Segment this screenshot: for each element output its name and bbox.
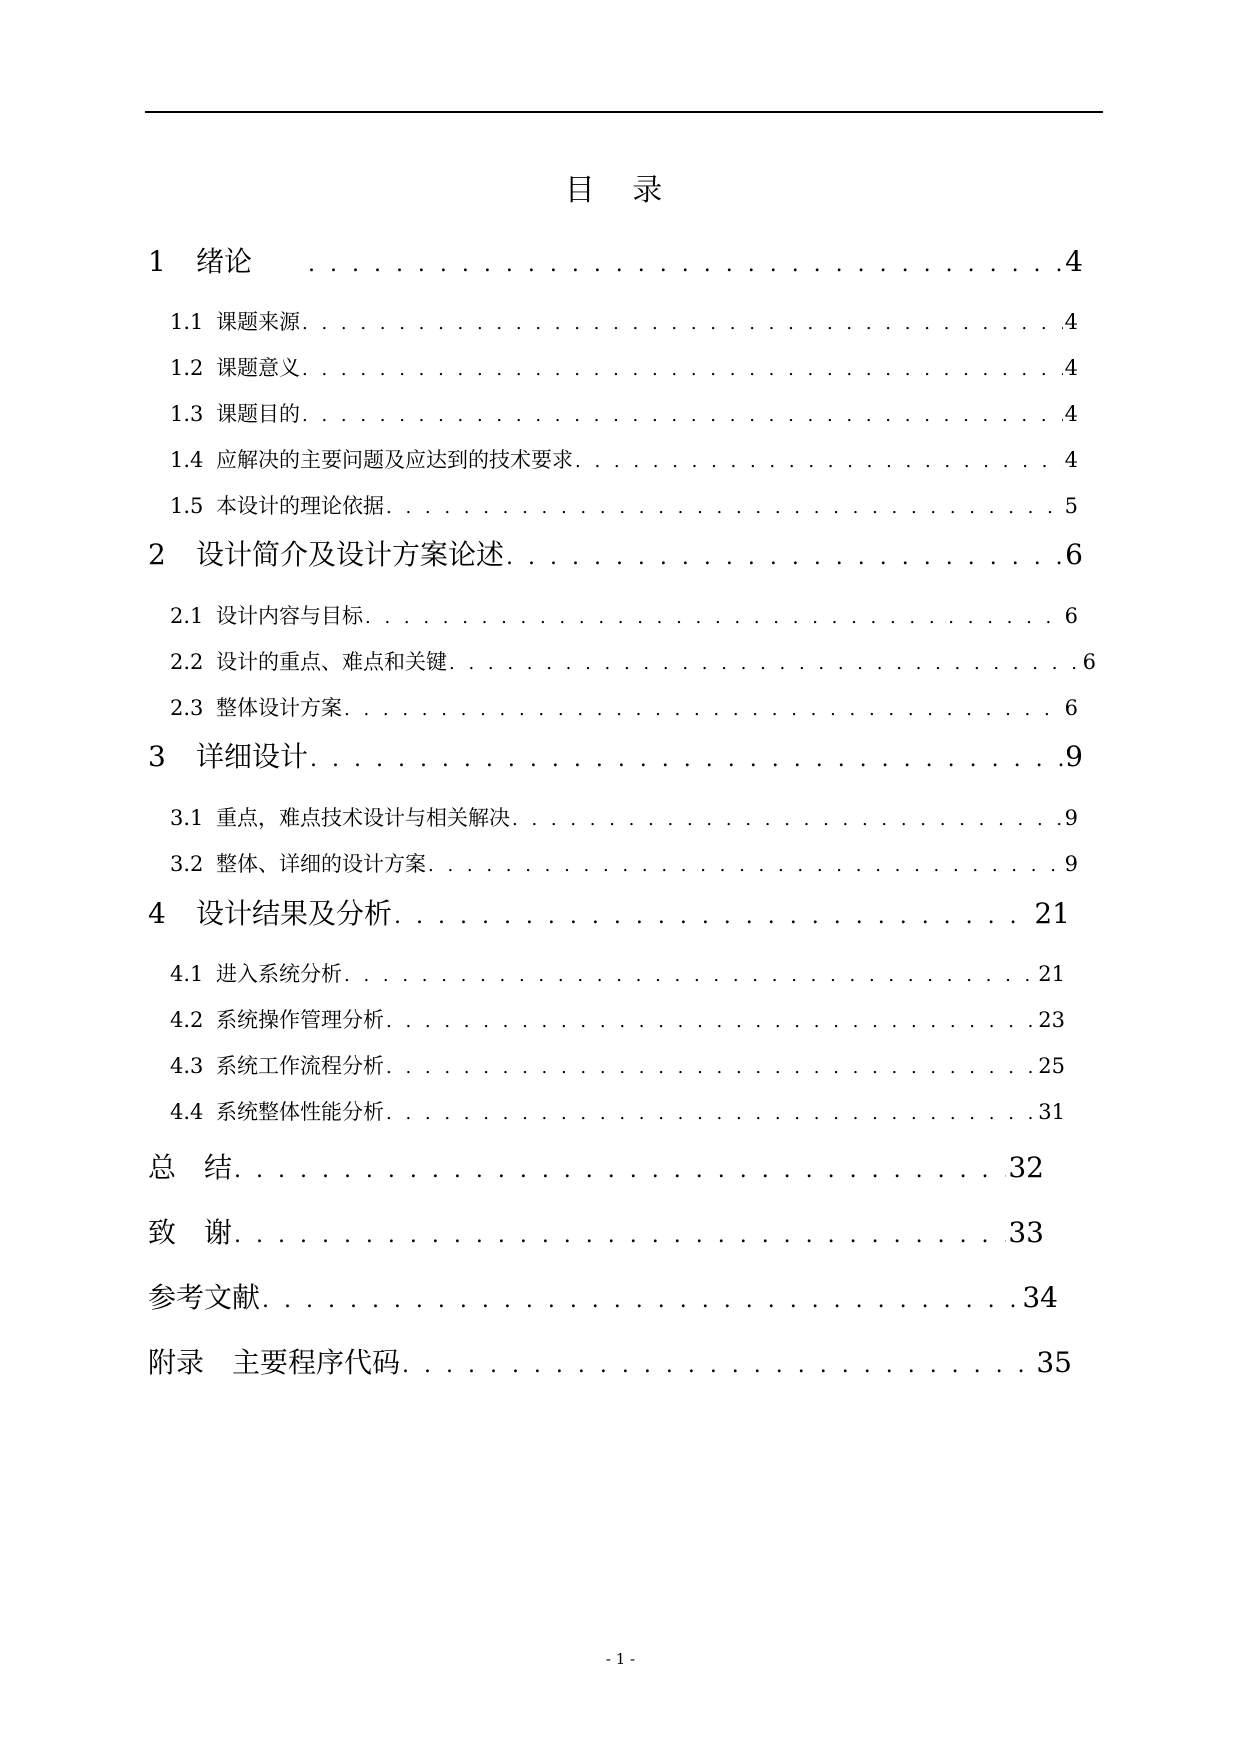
toc-entry-page: 33	[1008, 1216, 1044, 1249]
toc-entry-number: 2.2	[170, 650, 204, 674]
toc-entry-title: 系统整体性能分析	[216, 1100, 384, 1124]
toc-entry-title: 总 结	[148, 1151, 233, 1184]
toc-leader-dots	[394, 904, 1032, 929]
toc-entry-title: 本设计的理论依据	[216, 494, 384, 518]
toc-entry-number: 1.3	[170, 402, 204, 426]
toc-entry-3-2[interactable]	[170, 848, 1078, 878]
toc-entry-page: 25	[1038, 1054, 1065, 1078]
toc-entry-1-2[interactable]	[170, 352, 1078, 382]
toc-entry-3-1[interactable]	[170, 802, 1078, 832]
toc-entry-appendix[interactable]	[148, 1341, 1072, 1381]
toc-entry-2-3[interactable]	[170, 692, 1078, 722]
toc-leader-dots	[365, 607, 1063, 628]
toc-entry-1-4[interactable]	[170, 444, 1078, 474]
toc-leader-dots	[302, 313, 1063, 334]
toc-leader-dots	[449, 653, 1081, 674]
toc-entry-title: 课题目的	[216, 402, 300, 426]
toc-leader-dots	[234, 1223, 1006, 1248]
toc-entry-title: 致 谢	[148, 1216, 233, 1249]
toc-entry-page: 4	[1064, 402, 1078, 426]
toc-entry-number: 3	[148, 740, 166, 773]
toc-entry-1[interactable]	[148, 240, 1083, 280]
toc-leader-dots	[402, 1353, 1034, 1378]
toc-entry-number: 4.3	[170, 1054, 204, 1078]
toc-entry-page: 5	[1064, 494, 1078, 518]
toc-entry-2-1[interactable]	[170, 600, 1078, 630]
toc-leader-dots	[386, 1011, 1036, 1032]
toc-entry-title: 设计的重点、难点和关键	[216, 650, 447, 674]
toc-entry-page: 6	[1064, 604, 1078, 628]
toc-entry-title: 应解决的主要问题及应达到的技术要求	[216, 448, 573, 472]
toc-entry-2-2[interactable]	[170, 646, 1096, 676]
toc-entry-number: 2.1	[170, 604, 204, 628]
toc-entry-page: 6	[1064, 696, 1078, 720]
toc-entry-references[interactable]	[148, 1276, 1058, 1316]
toc-entry-title: 详细设计	[196, 740, 309, 773]
toc-entry-title: 设计内容与目标	[216, 604, 363, 628]
toc-entry-title: 参考文献	[148, 1281, 261, 1314]
toc-entry-title: 设计简介及设计方案论述	[196, 538, 505, 571]
toc-entry-page: 9	[1064, 852, 1078, 876]
toc-entry-title: 整体、详细的设计方案	[216, 852, 426, 876]
toc-entry-page: 9	[1065, 740, 1083, 773]
toc-entry-number: 1.2	[170, 356, 204, 380]
toc-entry-number: 1	[148, 245, 166, 278]
toc-entry-page: 34	[1022, 1281, 1058, 1314]
toc-leader-dots	[344, 699, 1063, 720]
toc-entry-number: 1.1	[170, 310, 204, 334]
toc-entry-page: 9	[1064, 806, 1078, 830]
toc-entry-number: 1.4	[170, 448, 204, 472]
toc-entry-number: 4.4	[170, 1100, 204, 1124]
toc-entry-2[interactable]	[148, 533, 1083, 573]
toc-entry-4-3[interactable]	[170, 1050, 1065, 1080]
toc-leader-dots	[308, 252, 1063, 277]
toc-entry-page: 4	[1064, 448, 1078, 472]
toc-entry-4-4[interactable]	[170, 1096, 1065, 1126]
toc-entry-title: 绪论	[196, 245, 253, 278]
toc-leader-dots	[302, 359, 1063, 380]
toc-entry-title: 课题来源	[216, 310, 300, 334]
toc-entry-page: 4	[1064, 356, 1078, 380]
toc-entry-title: 进入系统分析	[216, 962, 342, 986]
toc-leader-dots	[344, 965, 1036, 986]
toc-title: 目 录	[564, 173, 677, 208]
toc-entry-page: 4	[1065, 245, 1083, 278]
toc-entry-page: 31	[1038, 1100, 1065, 1124]
toc-entry-number: 3.2	[170, 852, 204, 876]
page-number: - 1 -	[605, 1650, 636, 1668]
toc-leader-dots	[386, 1057, 1036, 1078]
toc-entry-summary[interactable]	[148, 1146, 1044, 1186]
toc-entry-page: 6	[1082, 650, 1096, 674]
toc-entry-number: 2.3	[170, 696, 204, 720]
toc-leader-dots	[262, 1288, 1020, 1313]
header-rule	[145, 111, 1103, 113]
toc-entry-1-5[interactable]	[170, 490, 1078, 520]
toc-leader-dots	[386, 497, 1063, 518]
toc-entry-4[interactable]	[148, 892, 1070, 932]
toc-entry-page: 32	[1008, 1151, 1044, 1184]
toc-leader-dots	[302, 405, 1063, 426]
toc-entry-number: 4.2	[170, 1008, 204, 1032]
toc-entry-4-2[interactable]	[170, 1004, 1065, 1034]
toc-leader-dots	[575, 451, 1063, 472]
toc-entry-3[interactable]	[148, 735, 1083, 775]
toc-leader-dots	[234, 1158, 1006, 1183]
toc-leader-dots	[512, 809, 1063, 830]
toc-entry-page: 21	[1034, 897, 1070, 930]
toc-entry-page: 21	[1038, 962, 1065, 986]
toc-entry-acknowledgements[interactable]	[148, 1211, 1044, 1251]
toc-entry-number: 1.5	[170, 494, 204, 518]
toc-entry-title: 整体设计方案	[216, 696, 342, 720]
toc-entry-page: 6	[1065, 538, 1083, 571]
toc-entry-title: 附录 主要程序代码	[148, 1346, 401, 1379]
toc-leader-dots	[428, 855, 1063, 876]
toc-leader-dots	[310, 747, 1063, 772]
toc-entry-number: 4.1	[170, 962, 204, 986]
toc-entry-number: 3.1	[170, 806, 204, 830]
toc-entry-title: 设计结果及分析	[196, 897, 393, 930]
toc-entry-page: 35	[1036, 1346, 1072, 1379]
toc-entry-page: 23	[1038, 1008, 1065, 1032]
toc-leader-dots	[506, 545, 1063, 570]
toc-entry-title: 系统操作管理分析	[216, 1008, 384, 1032]
toc-entry-number: 2	[148, 538, 166, 571]
toc-entry-1-1[interactable]	[170, 306, 1078, 336]
toc-entry-4-1[interactable]	[170, 958, 1065, 988]
toc-entry-title: 重点，难点技术设计与相关解决	[216, 806, 510, 830]
toc-leader-dots	[386, 1103, 1036, 1124]
toc-entry-title: 系统工作流程分析	[216, 1054, 384, 1078]
toc-entry-title: 课题意义	[216, 356, 300, 380]
toc-entry-number: 4	[148, 897, 166, 930]
toc-entry-page: 4	[1064, 310, 1078, 334]
toc-entry-1-3[interactable]	[170, 398, 1078, 428]
